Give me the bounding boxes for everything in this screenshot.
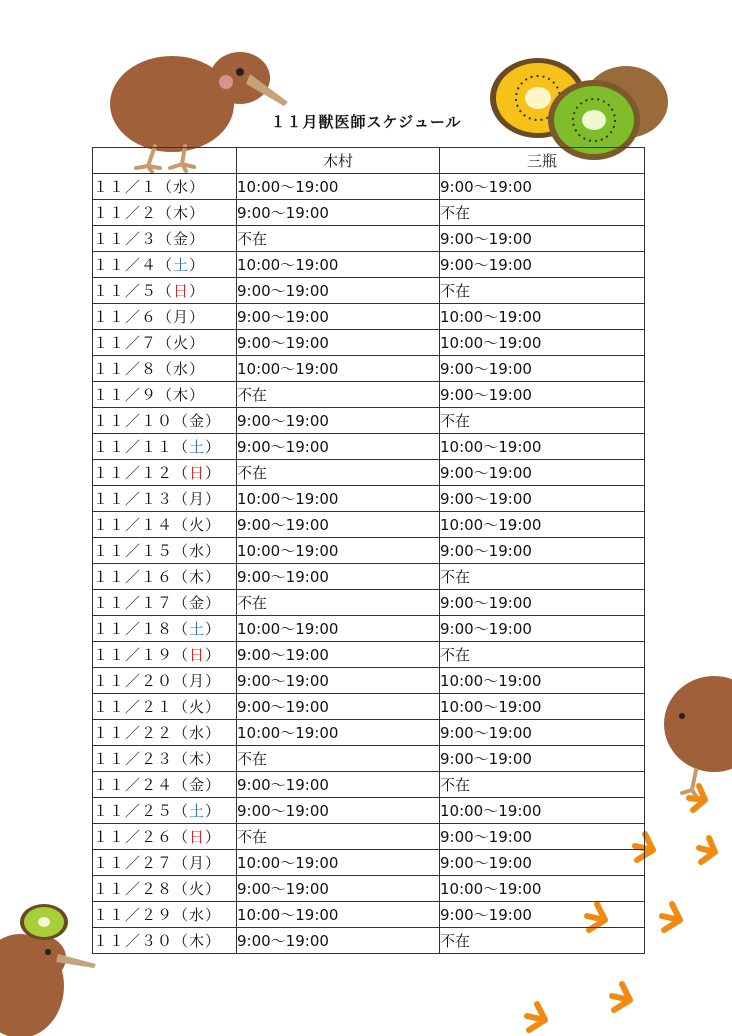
date-label: １１／３ <box>93 230 158 248</box>
kimura-shift-cell: 9:00～19:00 <box>237 694 440 720</box>
weekday-label: 日 <box>189 646 206 664</box>
sanbe-shift-cell: 9:00～19:00 <box>440 902 645 928</box>
sanbe-shift-cell: 9:00～19:00 <box>440 460 645 486</box>
date-cell: １１／２１（火） <box>93 694 237 720</box>
table-row <box>93 720 645 746</box>
date-label: １１／１ <box>93 178 158 196</box>
sanbe-shift-cell: 9:00～19:00 <box>440 486 645 512</box>
kimura-shift-cell: 9:00～19:00 <box>237 434 440 460</box>
weekday-label: 金 <box>189 412 206 430</box>
weekday-label: 水 <box>189 724 206 742</box>
date-label: １１／７ <box>93 334 158 352</box>
table-row <box>93 538 645 564</box>
date-cell: １１／２（木） <box>93 200 237 226</box>
kiwi-bird-icon <box>0 902 100 1036</box>
weekday-label: 金 <box>189 594 206 612</box>
kimura-shift-cell: 10:00～19:00 <box>237 720 440 746</box>
table-row <box>93 252 645 278</box>
date-cell: １１／１５（水） <box>93 538 237 564</box>
table-row <box>93 616 645 642</box>
sanbe-shift-cell: 9:00～19:00 <box>440 616 645 642</box>
date-label: １１／２８ <box>93 880 174 898</box>
weekday-label: 月 <box>189 854 206 872</box>
date-label: １１／２２ <box>93 724 174 742</box>
sanbe-shift-cell: 9:00～19:00 <box>440 824 645 850</box>
sanbe-shift-cell: 10:00～19:00 <box>440 512 645 538</box>
kimura-shift-cell: 9:00～19:00 <box>237 408 440 434</box>
weekday-label: 日 <box>173 282 190 300</box>
table-row <box>93 928 645 954</box>
weekday-label: 水 <box>189 542 206 560</box>
table-row <box>93 304 645 330</box>
date-cell: １１／５（日） <box>93 278 237 304</box>
weekday-label: 日 <box>189 464 206 482</box>
date-cell: １１／２３（木） <box>93 746 237 772</box>
date-cell: １１／７（火） <box>93 330 237 356</box>
kimura-shift-cell: 10:00～19:00 <box>237 616 440 642</box>
date-label: １１／１２ <box>93 464 174 482</box>
sanbe-shift-cell: 9:00～19:00 <box>440 252 645 278</box>
weekday-label: 土 <box>189 802 206 820</box>
date-cell: １１／２５（土） <box>93 798 237 824</box>
kimura-shift-cell: 不在 <box>237 226 440 252</box>
sanbe-shift-cell: 不在 <box>440 642 645 668</box>
header-sanbe: 三瓶 <box>440 148 645 174</box>
date-cell: １１／１（水） <box>93 174 237 200</box>
weekday-label: 火 <box>189 880 206 898</box>
date-cell: １１／４（土） <box>93 252 237 278</box>
weekday-label: 水 <box>173 178 190 196</box>
kimura-shift-cell: 9:00～19:00 <box>237 512 440 538</box>
kimura-shift-cell: 9:00～19:00 <box>237 564 440 590</box>
kimura-shift-cell: 9:00～19:00 <box>237 798 440 824</box>
date-label: １１／３０ <box>93 932 174 950</box>
table-row <box>93 278 645 304</box>
sanbe-shift-cell: 10:00～19:00 <box>440 798 645 824</box>
kimura-shift-cell: 10:00～19:00 <box>237 356 440 382</box>
kimura-shift-cell: 9:00～19:00 <box>237 642 440 668</box>
date-cell: １１／９（木） <box>93 382 237 408</box>
kiwi-fruit-icon <box>486 56 672 160</box>
sanbe-shift-cell: 不在 <box>440 928 645 954</box>
kimura-shift-cell: 不在 <box>237 824 440 850</box>
date-label: １１／２５ <box>93 802 174 820</box>
weekday-label: 水 <box>173 360 190 378</box>
date-label: １１／２９ <box>93 906 174 924</box>
weekday-label: 土 <box>173 256 190 274</box>
sanbe-shift-cell: 9:00～19:00 <box>440 382 645 408</box>
weekday-label: 月 <box>189 672 206 690</box>
date-cell: １１／１１（土） <box>93 434 237 460</box>
kimura-shift-cell: 9:00～19:00 <box>237 772 440 798</box>
date-cell: １１／１８（土） <box>93 616 237 642</box>
sanbe-shift-cell: 9:00～19:00 <box>440 746 645 772</box>
kimura-shift-cell: 10:00～19:00 <box>237 850 440 876</box>
table-row <box>93 382 645 408</box>
weekday-label: 土 <box>189 620 206 638</box>
date-label: １１／９ <box>93 386 158 404</box>
date-label: １１／８ <box>93 360 158 378</box>
date-cell: １１／８（水） <box>93 356 237 382</box>
kimura-shift-cell: 不在 <box>237 460 440 486</box>
date-cell: １１／１６（木） <box>93 564 237 590</box>
header-date <box>93 148 237 174</box>
kimura-shift-cell: 9:00～19:00 <box>237 330 440 356</box>
date-cell: １１／２７（月） <box>93 850 237 876</box>
sanbe-shift-cell: 10:00～19:00 <box>440 668 645 694</box>
sanbe-shift-cell: 9:00～19:00 <box>440 720 645 746</box>
table-row <box>93 902 645 928</box>
table-row <box>93 408 645 434</box>
kimura-shift-cell: 9:00～19:00 <box>237 876 440 902</box>
sanbe-shift-cell: 10:00～19:00 <box>440 434 645 460</box>
kimura-shift-cell: 10:00～19:00 <box>237 252 440 278</box>
kimura-shift-cell: 10:00～19:00 <box>237 486 440 512</box>
sanbe-shift-cell: 10:00～19:00 <box>440 330 645 356</box>
table-row <box>93 512 645 538</box>
weekday-label: 日 <box>189 828 206 846</box>
date-cell: １１／１４（火） <box>93 512 237 538</box>
schedule-table <box>92 147 645 954</box>
date-cell: １１／１０（金） <box>93 408 237 434</box>
date-cell: １１／２９（水） <box>93 902 237 928</box>
weekday-label: 木 <box>173 204 190 222</box>
date-cell: １１／２０（月） <box>93 668 237 694</box>
table-row <box>93 694 645 720</box>
date-label: １１／２４ <box>93 776 174 794</box>
sanbe-shift-cell: 不在 <box>440 564 645 590</box>
table-row <box>93 564 645 590</box>
kimura-shift-cell: 9:00～19:00 <box>237 668 440 694</box>
page-title: １１月獣医師スケジュール <box>270 113 462 131</box>
weekday-label: 金 <box>189 776 206 794</box>
date-label: １１／１３ <box>93 490 174 508</box>
date-label: １１／２０ <box>93 672 174 690</box>
table-row <box>93 772 645 798</box>
date-label: １１／２６ <box>93 828 174 846</box>
header-row <box>93 148 645 174</box>
weekday-label: 木 <box>189 750 206 768</box>
date-label: １１／６ <box>93 308 158 326</box>
date-label: １１／２１ <box>93 698 174 716</box>
date-label: １１／２３ <box>93 750 174 768</box>
table-row <box>93 590 645 616</box>
date-label: １１／１８ <box>93 620 174 638</box>
date-label: １１／５ <box>93 282 158 300</box>
table-row <box>93 434 645 460</box>
weekday-label: 木 <box>189 568 206 586</box>
kiwi-bird-icon <box>656 666 732 796</box>
sanbe-shift-cell: 不在 <box>440 772 645 798</box>
date-cell: １１／１２（日） <box>93 460 237 486</box>
table-row <box>93 200 645 226</box>
header-kimura: 木村 <box>237 148 440 174</box>
kimura-shift-cell: 不在 <box>237 382 440 408</box>
date-label: １１／１７ <box>93 594 174 612</box>
date-cell: １１／１３（月） <box>93 486 237 512</box>
weekday-label: 木 <box>173 386 190 404</box>
sanbe-shift-cell: 不在 <box>440 408 645 434</box>
sanbe-shift-cell: 9:00～19:00 <box>440 356 645 382</box>
table-row <box>93 668 645 694</box>
weekday-label: 月 <box>173 308 190 326</box>
sanbe-shift-cell: 10:00～19:00 <box>440 876 645 902</box>
date-cell: １１／１９（日） <box>93 642 237 668</box>
sanbe-shift-cell: 不在 <box>440 278 645 304</box>
kimura-shift-cell: 9:00～19:00 <box>237 200 440 226</box>
date-label: １１／１１ <box>93 438 174 456</box>
table-row <box>93 226 645 252</box>
date-cell: １１／３（金） <box>93 226 237 252</box>
weekday-label: 月 <box>189 490 206 508</box>
sanbe-shift-cell: 10:00～19:00 <box>440 694 645 720</box>
weekday-label: 木 <box>189 932 206 950</box>
sanbe-shift-cell: 9:00～19:00 <box>440 850 645 876</box>
date-cell: １１／３０（木） <box>93 928 237 954</box>
sanbe-shift-cell: 9:00～19:00 <box>440 226 645 252</box>
table-row <box>93 174 645 200</box>
weekday-label: 金 <box>173 230 190 248</box>
table-row <box>93 824 645 850</box>
table-row <box>93 850 645 876</box>
table-row <box>93 642 645 668</box>
kimura-shift-cell: 不在 <box>237 590 440 616</box>
date-label: １１／４ <box>93 256 158 274</box>
sanbe-shift-cell: 不在 <box>440 200 645 226</box>
date-label: １１／１６ <box>93 568 174 586</box>
date-label: １１／１９ <box>93 646 174 664</box>
weekday-label: 火 <box>189 698 206 716</box>
kimura-shift-cell: 9:00～19:00 <box>237 304 440 330</box>
sanbe-shift-cell: 9:00～19:00 <box>440 174 645 200</box>
weekday-label: 水 <box>189 906 206 924</box>
table-row <box>93 746 645 772</box>
date-label: １１／２ <box>93 204 158 222</box>
date-label: １１／１０ <box>93 412 174 430</box>
kimura-shift-cell: 9:00～19:00 <box>237 928 440 954</box>
kimura-shift-cell: 10:00～19:00 <box>237 538 440 564</box>
kimura-shift-cell: 不在 <box>237 746 440 772</box>
date-cell: １１／２４（金） <box>93 772 237 798</box>
date-label: １１／１４ <box>93 516 174 534</box>
sanbe-shift-cell: 10:00～19:00 <box>440 304 645 330</box>
date-cell: １１／１７（金） <box>93 590 237 616</box>
date-label: １１／２７ <box>93 854 174 872</box>
weekday-label: 火 <box>189 516 206 534</box>
table-row <box>93 486 645 512</box>
kimura-shift-cell: 10:00～19:00 <box>237 174 440 200</box>
table-row <box>93 330 645 356</box>
sanbe-shift-cell: 9:00～19:00 <box>440 538 645 564</box>
kimura-shift-cell: 10:00～19:00 <box>237 902 440 928</box>
date-cell: １１／２２（水） <box>93 720 237 746</box>
weekday-label: 火 <box>173 334 190 352</box>
weekday-label: 土 <box>189 438 206 456</box>
table-row <box>93 798 645 824</box>
date-cell: １１／６（月） <box>93 304 237 330</box>
date-label: １１／１５ <box>93 542 174 560</box>
table-row <box>93 356 645 382</box>
date-cell: １１／２８（火） <box>93 876 237 902</box>
kimura-shift-cell: 9:00～19:00 <box>237 278 440 304</box>
sanbe-shift-cell: 9:00～19:00 <box>440 590 645 616</box>
date-cell: １１／２６（日） <box>93 824 237 850</box>
table-row <box>93 876 645 902</box>
table-row <box>93 460 645 486</box>
